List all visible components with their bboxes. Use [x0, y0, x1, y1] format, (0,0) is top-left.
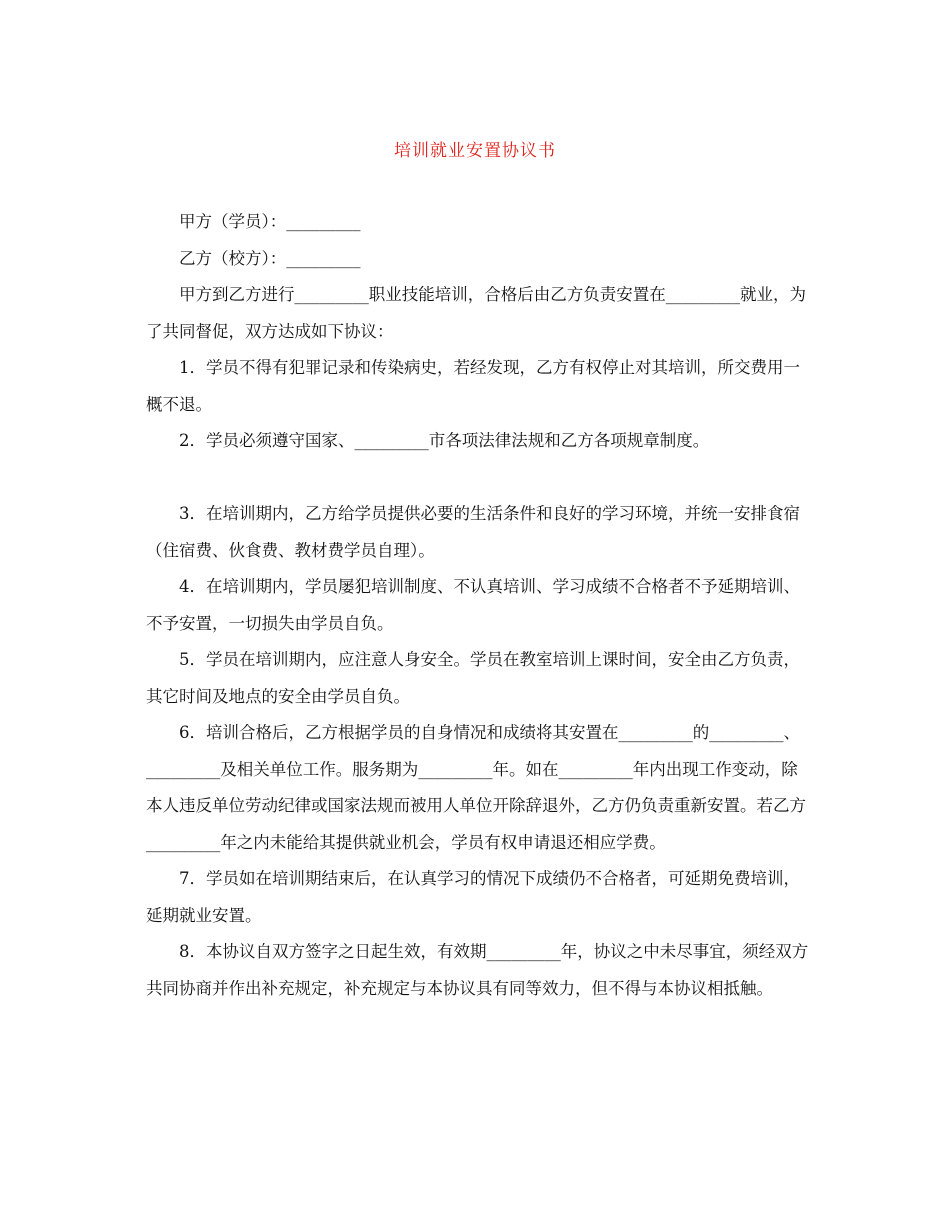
clause-8: 8．本协议自双方签字之日起生效，有效期_________年，协议之中未尽事宜，须经双方共同协商并作出补充规定，补充规定与本协议具有同等效力，但不得与本协议相抵触。 — [146, 942, 809, 998]
clause-2: 2．学员必须遵守国家、_________市各项法律法规和乙方各项规章制度。 — [179, 431, 710, 450]
clause-4: 4．在培训期内，学员屡犯培训制度、不认真培训、学习成绩不合格者不予延期培训、不予安置，一切损失由学员自负。 — [146, 577, 800, 633]
clause-6: 6．培训合格后，乙方根据学员的自身情况和成绩将其安置在_________的_________、_________及相关单位工作。服务期为_________年。如在_________年内出现工作变动，除本人违反单位劳动纪律或国家法规而被用人单位开除辞退外，乙方仍负责重新安置。若乙方_________年之内未能给其提供就业机会，学员有权申请退还相应学费。 — [146, 723, 806, 852]
clause-5: 5．学员在培训期内，应注意人身安全。学员在教室培训上课时间，安全由乙方负责，其它时间及地点的安全由学员自负。 — [146, 650, 800, 706]
document-body — [146, 204, 814, 1007]
blank-line — [146, 460, 814, 497]
clause-1: 1．学员不得有犯罪记录和传染病史，若经发现，乙方有权停止对其培训，所交费用一概不退。 — [146, 358, 800, 414]
party-a-line: 甲方（学员）：_________ — [179, 212, 361, 231]
party-b-line: 乙方（校方）：_________ — [179, 248, 361, 268]
intro-paragraph: 甲方到乙方进行_________职业技能培训，合格后由乙方负责安置在_________就业，为了共同督促，双方达成如下协议： — [146, 285, 806, 341]
document-title: 培训就业安置协议书 — [394, 141, 556, 161]
clause-7: 7．学员如在培训期结束后，在认真学习的情况下成绩仍不合格者，可延期免费培训，延期就业安置。 — [146, 869, 800, 925]
clause-3: 3．在培训期内，乙方给学员提供必要的生活条件和良好的学习环境，并统一安排食宿（住宿费、伙食费、教材费学员自理）。 — [146, 504, 800, 560]
